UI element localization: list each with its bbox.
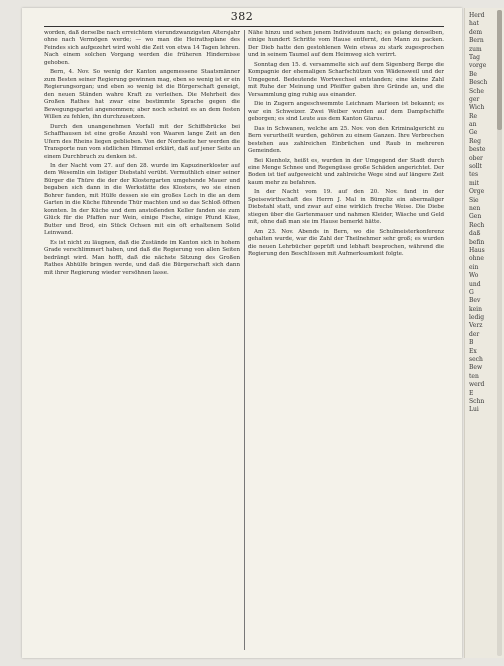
article-paragraph: Bei Kienholz, heißt es, wurden in der Umgegend der Stadt durch eine Menge Schnee und Regengüsse große Schäden angerichtet. Der Boden ist tief aufgeweicht und zahlreiche Wege sind auf längere Zeit kaum mehr zu befahren.: [248, 157, 444, 186]
strip-line: beste: [469, 146, 486, 154]
strip-line: Orge: [469, 188, 485, 196]
strip-line: Besch: [469, 79, 488, 87]
strip-line: sech: [469, 356, 483, 364]
article-paragraph: In der Nacht vom 27. auf den 28. wurde im Kapuzinerkloster auf dem Wesemlin ein listiger Diebstahl verübt. Vermuthlich einer seiner Bürger die Thüre die der der Klostergarten umgehende Mauer und begaben sich dann in die Werkstätte des Klosters, wo sie einen Bohrer fanden, mit Hülfe dessen sie ein großes Loch in die an dem Garten in die Küche führende Thür machten und so das Schloß öffnen konnten. In der Küche und dem anstoßenden Keller fanden sie zum Glück für die Pfaffen nur Wein, einige Fische, einige Pfund Käse, Butter und Brod, ein Stück Ochsen mit ein oft erhaltenem Solid Leinwand.: [44, 162, 240, 237]
strip-line: Be: [469, 70, 477, 78]
article-paragraph: Die in Zugern angeschwemmte Leichnam Marieen ist bekannt; es war ein Schweizer. Zwei Weiber wurden auf dem Dampfschiffe geborgen; es sind Leute aus dem Kanton Glarus.: [248, 101, 444, 123]
article-paragraph: Durch den unangenehmen Vorfall mit der Schiffsbrücke bei Schaffhausen ist eine große Anzahl von Waaren lange Zeit an den Ufern des Rheins liegen geblieben. Von der Nordseite her werden die Transporte nun vom südlichen Himmel erklärt, daß auf jener Seite an einem Durchbruch zu denken ist.: [44, 123, 240, 160]
strip-line: werd: [469, 381, 485, 389]
strip-line: sollt: [469, 163, 482, 171]
article-paragraph: worden, daß derselbe nach erreichtem vierundzwanzigsten Altersjahr ohne nach Vermögen werde; — wo man die Heirathsplane des Feindes sich aufgezehrt wird wohl die Zeit von etwa 14 Tagen lehren. Nach einem solchen Vorgang werden die früheren Hindernisse gehoben.: [44, 30, 240, 66]
strip-line: Ge: [469, 129, 478, 137]
strip-line: Gen: [469, 213, 482, 221]
article-paragraph: Sonntag den 15. d. versammelte sich auf dem Sigenberg Berge die Kompagnie der ehemaligen Scharfschützen von Wädensweil und der Umgegend. Bedeutende Wortwechsel entstanden; eine kleine Zahl mit Ruhe der Meinung und Pfeiffer gaben ihre Gründe an, und die Versammlung ging ruhig aus einander.: [248, 61, 444, 98]
strip-line: Rech: [469, 221, 485, 229]
strip-line: Bew: [469, 364, 483, 372]
left-column: [44, 30, 240, 650]
strip-line: Reg: [469, 137, 481, 145]
newspaper-page: [22, 8, 462, 658]
article-paragraph: Das in Schwanen, welche am 25. Nov. von den Kriminalgericht zu Bern verurtheilt wurden, gehören zu einem Ganzen. Ihre Verbrechen bestehen aus zahlreichen Einbrüchen und Raub in mehreren Gemeinden.: [248, 125, 444, 155]
strip-line: Ex: [469, 347, 477, 355]
strip-line: Bev: [469, 297, 481, 305]
strip-line: Lui: [469, 406, 479, 414]
strip-line: tes: [469, 171, 479, 179]
right-column: [248, 30, 444, 650]
strip-line: dem: [469, 28, 483, 36]
strip-line: B: [469, 339, 474, 347]
article-paragraph: In der Nacht vom 19. auf den 20. Nov. fand in der Speisewirthschaft des Herrn J. Mal in Bümpliz ein abermaliger Diebstahl statt, und zwar auf eine wirklich freche Weise. Die Diebe stiegen über die Gartenmauer und nahmen Kleider, Wäsche und Geld mit, ohne daß man sie im Hause bemerkt hätte.: [248, 189, 444, 226]
scrollbar-thumb[interactable]: [497, 10, 502, 130]
header-rule: [44, 26, 444, 27]
strip-line: kein: [469, 305, 482, 313]
article-paragraph: Bern, 4. Nov. So wenig der Kanton angemessene Staatsmänner zum Besten seiner Regierung gewinnen mag, eben so wenig ist er ein Regierungsorgan; und eben so wenig ist die Bürgerschaft geneigt, den neuen Ständen wahre Kraft zu verleihen. Die Mehrheit des Großen Rathes hat zwar eine bestimmte Sprache gegen die Bewegungspartei angenommen; aber noch scheint es an dem festen Willen zu fehlen, ihn durchzusetzen.: [44, 69, 240, 121]
strip-line: ledig: [469, 314, 485, 322]
vertical-scrollbar[interactable]: [497, 10, 502, 656]
strip-line: Wich: [469, 104, 485, 112]
strip-line: mit: [469, 179, 480, 187]
strip-line: ten: [469, 372, 479, 380]
strip-line: befin: [469, 238, 485, 246]
strip-line: E: [469, 389, 474, 397]
page-number: 382: [230, 10, 254, 23]
strip-line: Sche: [469, 87, 484, 95]
strip-line: Wo: [469, 272, 479, 280]
strip-line: G: [469, 288, 474, 296]
article-paragraph: Es ist nicht zu läugnen, daß die Zustände im Kanton sich in hohem Grade verschlimmert haben, und daß die Regierung von allen Seiten bedrängt wird. Man hofft, daß die nächste Sitzung des Großen Rathes Abhülfe bringen werde, und daß die Bürgerschaft sich dann mit ihrer Regierung wieder versöhnen lasse.: [44, 239, 240, 276]
article-paragraph: Am 23. Nov. Abends in Bern, wo die Schulmeisterkonferenz gehalten wurde, war die Zahl der Theilnehmer sehr groß; es wurden die neuen Lehrbücher geprüft und lebhaft besprochen, während die Regierung den Beschlüssen mit Aufmerksamkeit folgte.: [248, 228, 444, 258]
strip-line: daß: [469, 230, 481, 238]
strip-line: ohne: [469, 255, 484, 263]
strip-line: der: [469, 330, 480, 338]
strip-line: ein: [469, 263, 479, 271]
strip-line: Bern: [469, 37, 484, 45]
strip-line: zum: [469, 45, 482, 53]
strip-line: Schn: [469, 397, 485, 405]
strip-line: Tag: [469, 53, 480, 61]
strip-line: ger: [469, 95, 480, 103]
column-divider: [244, 30, 245, 650]
strip-line: und: [469, 280, 481, 288]
strip-line: Verz: [469, 322, 483, 330]
strip-line: Re: [469, 112, 478, 120]
strip-line: Herd: [469, 12, 485, 19]
strip-line: an: [469, 121, 477, 129]
article-paragraph: Nähe hinzu und sehen jenem Individuum nach; es gelang denselben, einige hundert Schritte vom Hause entfernt, den Mann zu packen. Der Dieb hatte den gestohlenen Wein etwas zu stark zugesprochen und in seinem Taumel auf dem Heimweg sich verirrt.: [248, 30, 444, 59]
strip-line: Haus: [469, 246, 485, 254]
strip-line: hat: [469, 20, 479, 28]
strip-line: nen: [469, 204, 481, 212]
strip-line: ober: [469, 154, 483, 162]
strip-line: Sie: [469, 196, 479, 204]
strip-line: vorge: [469, 62, 487, 70]
